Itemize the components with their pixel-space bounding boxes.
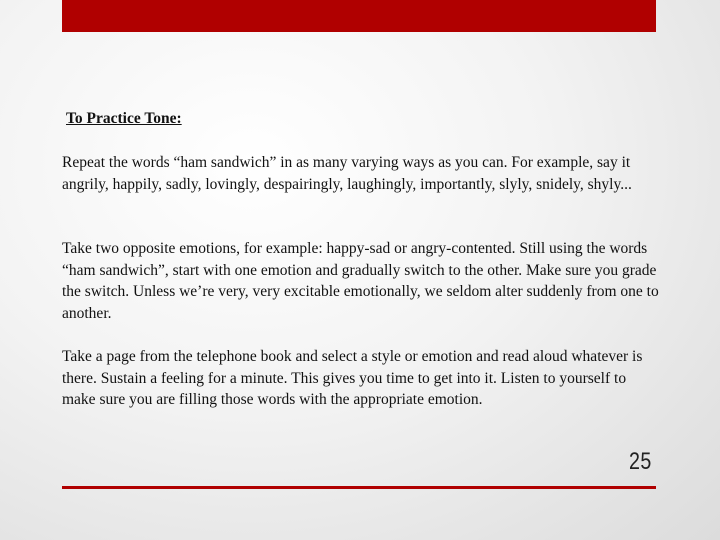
bottom-divider: [62, 486, 656, 489]
paragraph-opposite-emotions: Take two opposite emotions, for example: happy-sad or angry-contented. Still using the words “ham sandwich”, start with one emotion and gradually switch to the other. Make sure you grade the switch. Unless we’re very, very excitable emotionally, we seldom alter suddenly from one to another.: [62, 240, 659, 322]
slide-heading: To Practice Tone:: [66, 110, 182, 127]
paragraph-repeat-words: Repeat the words “ham sandwich” in as many varying ways as you can. For example, say it angrily, happily, sadly, lovingly, despairingly, laughingly, importantly, slyly, snidely, shyly...: [62, 154, 632, 193]
page-number: 25: [629, 448, 652, 475]
top-accent-bar: [62, 0, 656, 32]
paragraph-telephone-book: Take a page from the telephone book and select a style or emotion and read aloud whatever is there. Sustain a feeling for a minute. This gives you time to get into it. Listen to yourself to make sure you are filling those words with the appropriate emotion.: [62, 348, 643, 408]
